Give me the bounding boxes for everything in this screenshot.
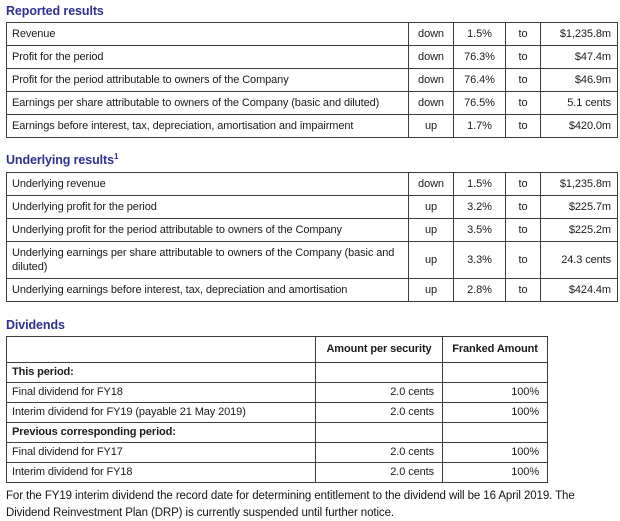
amount-cell bbox=[316, 423, 443, 443]
to-cell: to bbox=[506, 195, 541, 218]
reported-results-table bbox=[6, 22, 618, 138]
metric-label: Underlying earnings before interest, tax, depreciation and amortisation bbox=[7, 278, 409, 301]
franked-cell: 100% bbox=[443, 443, 548, 463]
amount-cell bbox=[316, 363, 443, 383]
dividend-label: Final dividend for FY17 bbox=[7, 443, 316, 463]
table-row bbox=[7, 195, 618, 218]
franked-amount-header: Franked Amount bbox=[443, 337, 548, 363]
metric-label: Underlying revenue bbox=[7, 172, 409, 195]
table-row bbox=[7, 218, 618, 241]
value-cell: $1,235.8m bbox=[541, 172, 618, 195]
underlying-results-table bbox=[6, 172, 618, 302]
direction-cell: down bbox=[409, 69, 454, 92]
percent-cell: 3.3% bbox=[454, 241, 506, 278]
underlying-results-heading bbox=[6, 152, 617, 168]
percent-cell: 76.5% bbox=[454, 92, 506, 115]
amount-cell: 2.0 cents bbox=[316, 443, 443, 463]
underlying-results-heading-text: Underlying results bbox=[6, 153, 114, 168]
section-reported-results bbox=[6, 4, 617, 138]
dividend-label: Interim dividend for FY19 (payable 21 May 2019) bbox=[7, 403, 316, 423]
to-cell: to bbox=[506, 69, 541, 92]
franked-cell: 100% bbox=[443, 403, 548, 423]
table-row bbox=[7, 92, 618, 115]
direction-cell: up bbox=[409, 241, 454, 278]
dividend-period-label: Previous corresponding period: bbox=[7, 423, 316, 443]
direction-cell: down bbox=[409, 23, 454, 46]
value-cell: $1,235.8m bbox=[541, 23, 618, 46]
amount-cell: 2.0 cents bbox=[316, 383, 443, 403]
percent-cell: 3.5% bbox=[454, 218, 506, 241]
dividend-footnote-text: For the FY19 interim dividend the record date for determining entitlement to the dividend will be 16 April 2019. The Dividend Reinvestment Plan (DRP) is currently suspended until further notice. bbox=[6, 490, 575, 519]
metric-label: Underlying profit for the period attributable to owners of the Company bbox=[7, 218, 409, 241]
amount-cell: 2.0 cents bbox=[316, 463, 443, 483]
to-cell: to bbox=[506, 278, 541, 301]
direction-cell: up bbox=[409, 278, 454, 301]
footnote-marker: 1 bbox=[113, 152, 119, 162]
table-row bbox=[7, 46, 618, 69]
franked-cell bbox=[443, 363, 548, 383]
dividends-heading: Dividends bbox=[6, 317, 65, 332]
table-row bbox=[7, 463, 548, 483]
direction-cell: up bbox=[409, 115, 454, 138]
franked-cell bbox=[443, 423, 548, 443]
section-underlying-results bbox=[6, 152, 617, 302]
value-cell: $225.2m bbox=[541, 218, 618, 241]
metric-label: Profit for the period attributable to owners of the Company bbox=[7, 69, 409, 92]
amount-per-security-header: Amount per security bbox=[316, 337, 443, 363]
value-cell: 5.1 cents bbox=[541, 92, 618, 115]
metric-label: Underlying earnings per share attributable to owners of the Company (basic and diluted) bbox=[7, 241, 409, 278]
to-cell: to bbox=[506, 46, 541, 69]
direction-cell: down bbox=[409, 92, 454, 115]
percent-cell: 1.7% bbox=[454, 115, 506, 138]
table-row bbox=[7, 443, 548, 463]
to-cell: to bbox=[506, 172, 541, 195]
dividend-period-label: This period: bbox=[7, 363, 316, 383]
table-row bbox=[7, 23, 618, 46]
metric-label: Earnings before interest, tax, depreciation, amortisation and impairment bbox=[7, 115, 409, 138]
to-cell: to bbox=[506, 241, 541, 278]
to-cell: to bbox=[506, 218, 541, 241]
metric-label: Earnings per share attributable to owners of the Company (basic and diluted) bbox=[7, 92, 409, 115]
dividend-label: Final dividend for FY18 bbox=[7, 383, 316, 403]
percent-cell: 76.3% bbox=[454, 46, 506, 69]
table-row bbox=[7, 423, 548, 443]
reported-results-heading: Reported results bbox=[6, 4, 104, 18]
amount-cell: 2.0 cents bbox=[316, 403, 443, 423]
direction-cell: up bbox=[409, 218, 454, 241]
table-row bbox=[7, 363, 548, 383]
table-row bbox=[7, 383, 548, 403]
dividends-table bbox=[6, 336, 548, 483]
franked-cell: 100% bbox=[443, 383, 548, 403]
value-cell: $424.4m bbox=[541, 278, 618, 301]
dividend-label: Interim dividend for FY18 bbox=[7, 463, 316, 483]
section-dividends bbox=[6, 318, 617, 483]
value-cell: $420.0m bbox=[541, 115, 618, 138]
table-row bbox=[7, 115, 618, 138]
percent-cell: 76.4% bbox=[454, 69, 506, 92]
table-row bbox=[7, 278, 618, 301]
value-cell: 24.3 cents bbox=[541, 241, 618, 278]
table-row bbox=[7, 403, 548, 423]
to-cell: to bbox=[506, 23, 541, 46]
value-cell: $47.4m bbox=[541, 46, 618, 69]
direction-cell: up bbox=[409, 195, 454, 218]
direction-cell: down bbox=[409, 172, 454, 195]
percent-cell: 2.8% bbox=[454, 278, 506, 301]
to-cell: to bbox=[506, 115, 541, 138]
table-header-row bbox=[7, 337, 548, 363]
metric-label: Profit for the period bbox=[7, 46, 409, 69]
direction-cell: down bbox=[409, 46, 454, 69]
value-cell: $225.7m bbox=[541, 195, 618, 218]
percent-cell: 3.2% bbox=[454, 195, 506, 218]
metric-label: Revenue bbox=[7, 23, 409, 46]
percent-cell: 1.5% bbox=[454, 23, 506, 46]
metric-label: Underlying profit for the period bbox=[7, 195, 409, 218]
percent-cell: 1.5% bbox=[454, 172, 506, 195]
dividend-label-header bbox=[7, 337, 316, 363]
to-cell: to bbox=[506, 92, 541, 115]
table-row bbox=[7, 172, 618, 195]
franked-cell: 100% bbox=[443, 463, 548, 483]
table-row bbox=[7, 241, 618, 278]
value-cell: $46.9m bbox=[541, 69, 618, 92]
table-row bbox=[7, 69, 618, 92]
